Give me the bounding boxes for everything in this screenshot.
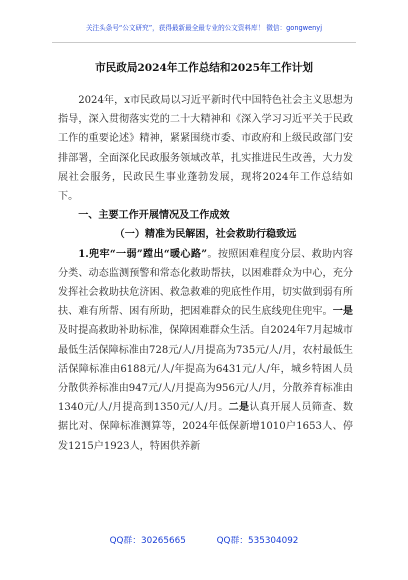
item-second-label: 二是 — [228, 402, 250, 414]
footer-contact — [0, 533, 408, 546]
item-paragraph — [58, 245, 353, 456]
item-text-3: 认真开展人员筛查、数据比对、保障标准测算等，2024年低保新增1010户1653人、停发1215户1923人，特困供养新 — [58, 402, 354, 452]
subsection-heading: （一）精准为民解困，社会救助行稳致远 — [114, 229, 297, 241]
item-lead: 1.兜牢“一弱”蹚出“暖心路” — [78, 248, 208, 260]
footer-qq-group-1: QQ群：30265665 — [109, 536, 186, 546]
section-heading: 一、主要工作开展情况及工作成效 — [78, 210, 230, 222]
watermark-header: 关注头条号“公文研究”，获得最新最全最专业的公文资料库！ 微信：gongwenyj — [85, 24, 323, 32]
footer-qq-group-2: QQ群：535304092 — [216, 536, 299, 546]
item-text-2: 及时提高救助补助标准，保障困难群众生活。自2024年7月起城市最低生活保障标准由728元/人/月提高为735元/人/月，农村最低生活保障标准由6188元/人/年提高为6431元/人/年，城乡特困人员分散供养标准由947元/人/月提高为956元/人/月，分散养育标准由1340元/人/月提高到1350元/人/月。 — [58, 325, 353, 414]
intro-paragraph: 2024年，x市民政局以习近平新时代中国特色社会主义思想为指导，深入贯彻落实党的二十大精神和《深入学习习近平关于民政工作的重要论述》精神，紧紧围绕市委、市政府和上级民政部门安排部署，全面深化民政服务领域改革，扎实推进民生改善，大力发展社会服务，民政民生事业蓬勃发展，现将2024年工作总结如下。 — [58, 95, 353, 203]
header-divider — [52, 42, 356, 43]
item-text-1: 。按照困难程度分层、救助内容分类、动态监测预警和常态化救助帮扶，以困难群众为中心，充分发挥社会救助扶危济困、救急救难的兜底性作用，切实做到弱有所扶、难有所帮、困有所助，把困难群众的民生底线兜住兜牢。 — [58, 248, 353, 318]
document-title: 市民政局2024年工作总结和2025年工作计划 — [95, 62, 313, 74]
item-first-label: 一是 — [332, 306, 354, 318]
document-body — [58, 91, 353, 456]
